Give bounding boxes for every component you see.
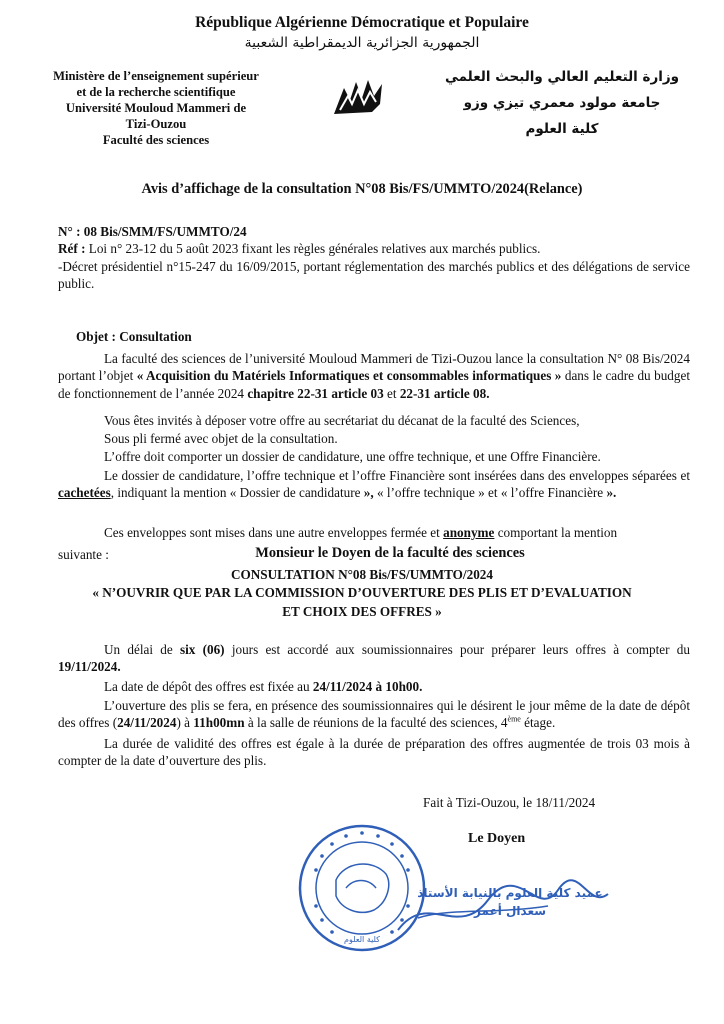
text: et [383,385,400,401]
text: L’ouverture des plis se fera, en présence des soumissionnaires qui le désirent le jour même de la date de dépôt des offres ( [58,698,690,731]
place-date: Fait à Tizi-Ouzou, le 18/11/2024 [423,795,596,810]
text: Un délai de [104,642,180,657]
text: , indiquant la mention « Dossier de candidature [110,485,364,501]
reference-law [58,240,690,257]
paragraph-intro [58,350,690,402]
signatory-title: Le Doyen [468,831,526,846]
text: ». [606,485,617,501]
text: jours est accordé aux soumissionnaires pour préparer leurs offres à compter du [224,642,690,657]
ministry-block-ar [420,64,704,142]
reference-number: N° : 08 Bis/SMM/FS/UMMTO/24 [58,224,247,239]
emphasis: anonyme [443,525,495,540]
signature-text: عميد كلية العلوم بالنيابة الأستاذ سعدال أعمر [417,886,603,918]
chapter-ref: 22-31 article 08. [399,385,490,401]
subject-heading: Objet : Consultation [76,329,192,344]
paragraph-outer-envelope [58,524,690,541]
opening-date: 24/11/2024 [117,715,177,731]
paragraph-deposit [58,678,690,695]
text: La faculté des sciences de l’université Mouloud Mammeri de Tizi-Ouzou lance la consultation N° 08 Bis/2024 portant l’objet [58,351,690,384]
ministry-line: et de la recherche scientifique [76,85,236,99]
text: ) à [176,715,194,731]
faculty-line: Faculté des sciences [102,133,210,147]
address-warning-cont: ET CHOIX DES OFFRES » [282,604,442,619]
paragraph-offer: L’offre doit comporter un dossier de candidature, une offre technique, et une Offre Financière. [104,449,601,464]
text: étage. [520,715,556,731]
university-line: Université Mouloud Mammeri de [65,101,247,115]
text: Ces enveloppes sont mises dans une autre enveloppes fermée et [104,525,444,540]
deposit-date: 24/11/2024 à 10h00. [312,679,423,694]
reference-decree: -Décret présidentiel n°15-247 du 16/09/2015, portant réglementation des marchés publics et des délégations de service public. [58,259,690,292]
object-title: « Acquisition du Matériels Informatiques et consommables informatiques » [136,368,562,384]
text: comportant la mention [494,525,618,540]
paragraph-delay [58,641,690,676]
emphasis: six (06) [179,642,225,657]
city-line: Tizi-Ouzou [125,117,187,131]
university-logo-icon [330,74,392,118]
ref-label: Réf : [58,241,86,256]
republic-title-ar: الجمهورية الجزائرية الديمقراطية الشعبية [244,35,480,51]
paragraph-validity: La durée de validité des offres est égale à la durée de préparation des offres augmentée de trois 03 mois à compter de la date d’ouverture des plis. [58,736,690,769]
faculty-ar-line: كلية العلوم [525,121,599,137]
address-warning: « N’OUVRIR QUE PAR LA COMMISSION D’OUVERTURE DES PLIS ET D’EVALUATION [92,585,632,600]
ref-text: Loi n° 23-12 du 5 août 2023 fixant les règles générales relatives aux marchés publics. [85,241,541,256]
paragraph-sealed: Sous pli fermé avec objet de la consultation. [104,431,338,446]
signature-icon [388,870,618,950]
chapter-ref: chapitre 22-31 article 03 [247,385,384,401]
stamp-text: كلية العلوم [344,935,380,944]
republic-title-fr: République Algérienne Démocratique et Populaire [195,14,529,31]
opening-time: 11h00mn [193,715,245,731]
text: à la salle de réunions de la faculté des sciences, 4 [244,715,508,731]
floor-suffix: ème [507,715,521,725]
ministry-ar-line: وزارة التعليم العالي والبحث العلمي [444,69,680,85]
address-doyen: Monsieur le Doyen de la faculté des sciences [255,545,525,561]
notice-title: Avis d’affichage de la consultation N°08 Bis/FS/UMMTO/2024(Relance) [141,181,583,197]
text: Le dossier de candidature, l’offre technique et l’offre Financière sont insérées dans des enveloppes séparées et [104,468,690,483]
paragraph-invite: Vous êtes invités à déposer votre offre au secrétariat du décanat de la faculté des Sciences, [104,413,580,428]
text: « l’offre technique » et « l’offre Financière [373,485,607,501]
address-consultation: CONSULTATION N°08 Bis/FS/UMMTO/2024 [231,567,493,582]
text: La date de dépôt des offres est fixée au [104,679,313,694]
text: dans le cadre du budget de fonctionnement de l’année 2024 [58,368,690,401]
paragraph-envelopes [58,467,690,502]
ministry-line: Ministère de l’enseignement supérieur [53,69,259,83]
ministry-block-fr [20,68,292,148]
paragraph-opening [58,697,690,732]
university-ar-line: جامعة مولود معمري تيزي وزو [463,95,661,111]
text: », [363,485,374,501]
start-date: 19/11/2024. [58,659,121,675]
suivante-label: suivante : [58,547,109,562]
emphasis: cachetées [58,485,111,501]
